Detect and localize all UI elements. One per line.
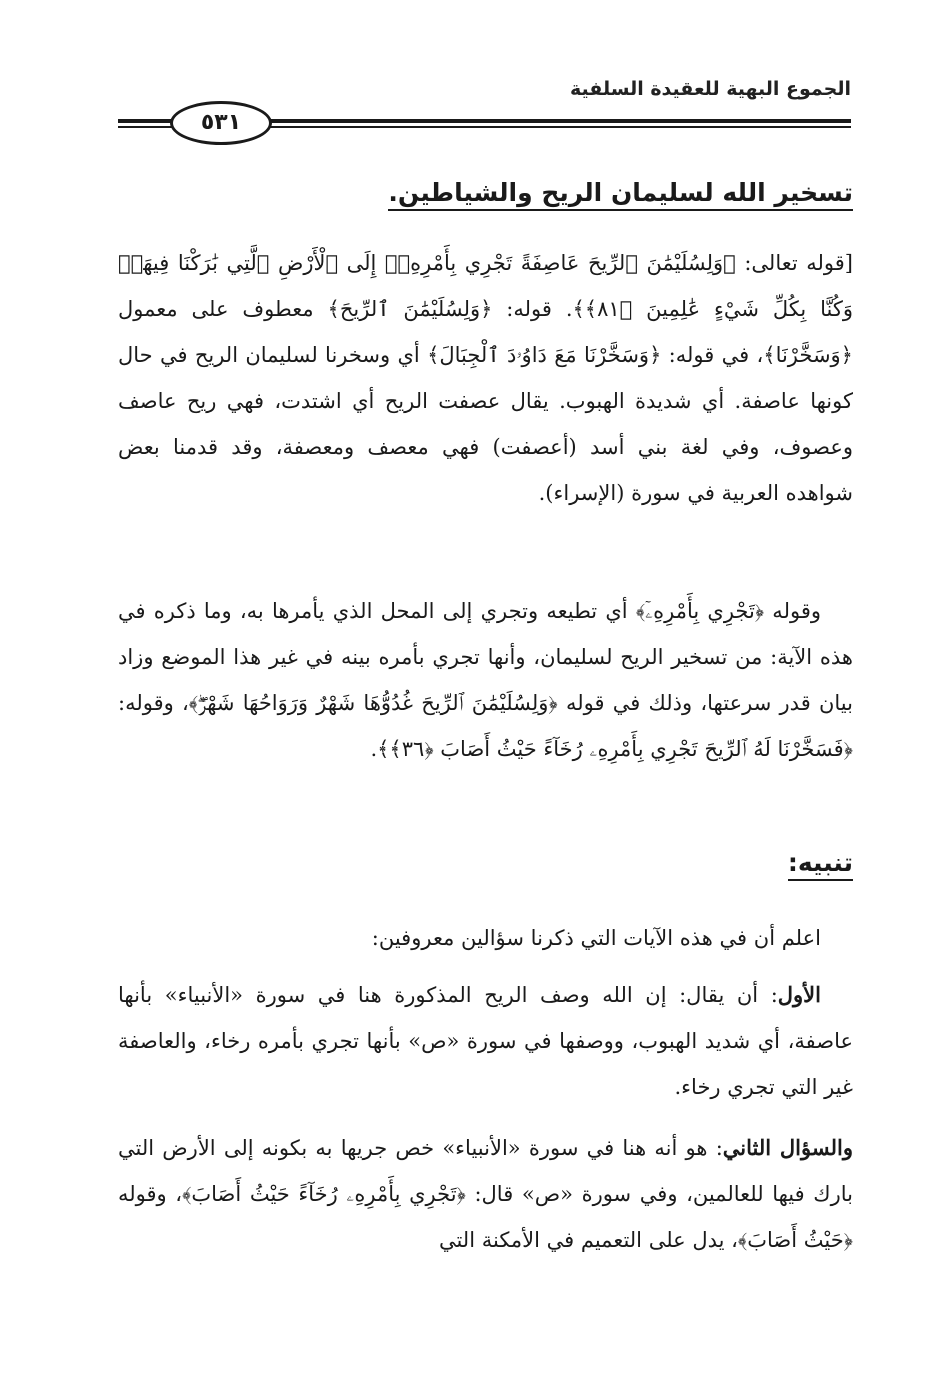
body-paragraph-2 xyxy=(118,588,853,772)
tanbih-heading: تنبيه: xyxy=(788,848,853,881)
paragraph-text: [قوله تعالى: ﴿وَلِسُلَيْمَٰنَ ٱلرِّيحَ عَاصِفَةً تَجْرِي بِأَمْرِهِۦٓ إِلَى ٱلْأَرْضِ ٱلَّتِي بَٰرَكْنَا فِيهَاۚ وَكُنَّا بِكُلِّ شَيْءٍ عَٰلِمِينَ ﴿٨١﴾﴾. قوله: ﴿وَلِسُلَيْمَٰنَ ٱلرِّيحَ﴾ معطوف على معمول ﴿وَسَخَّرْنَا﴾، في قوله: ﴿وَسَخَّرْنَا مَعَ دَاوُۥدَ ٱلْجِبَالَ﴾ أي وسخرنا لسليمان الريح في حال كونها عاصفة. أي شديدة الهبوب. يقال عصفت الريح أي اشتدت، فهي ريح عاصف وعصوف، وفي لغة بني أسد (أعصفت) فهي معصف ومعصفة، وقد قدمنا بعض شواهده العربية في سورة (الإسراء). xyxy=(118,251,853,505)
tanbih-paragraph-3 xyxy=(118,1125,853,1263)
paragraph-text: وقوله ﴿تَجْرِي بِأَمْرِهِۦٓ﴾ أي تطيعه وتجري إلى المحل الذي يأمرها به، وما ذكره في هذه الآية: من تسخير الريح لسليمان، وأنها تجري بأمره بينه في غير هذا الموضع وزاد بيان قدر سرعتها، وذلك في قوله ﴿وَلِسُلَيْمَٰنَ ٱلرِّيحَ غُدُوُّهَا شَهْرٌ وَرَوَاحُهَا شَهْرٌۖ﴾، وقوله: ﴿فَسَخَّرْنَا لَهُ ٱلرِّيحَ تَجْرِي بِأَمْرِهِۦ رُخَآءً حَيْثُ أَصَابَ ﴿٣٦﴾﴾. xyxy=(118,599,853,761)
paragraph-lead: والسؤال الثاني xyxy=(722,1135,853,1160)
body-paragraph-1 xyxy=(118,240,853,516)
running-header-title: الجموع البهية للعقيدة السلفية xyxy=(570,78,851,100)
tanbih-paragraph-1 xyxy=(118,915,853,961)
paragraph-text: : هو أنه هنا في سورة «الأنبياء» خص جريها به بكونه إلى الأرض التي بارك فيها للعالمين، وفي سورة «ص» قال: ﴿تَجْرِي بِأَمْرِهِۦ رُخَآءً حَيْثُ أَصَابَ﴾، وقوله ﴿حَيْثُ أَصَابَ﴾، يدل على التعميم في الأمكنة التي xyxy=(118,1136,853,1252)
section-title: تسخير الله لسليمان الريح والشياطين. xyxy=(388,178,853,211)
page-number-badge: ٥٣١ xyxy=(170,101,272,145)
tanbih-paragraph-2 xyxy=(118,972,853,1110)
paragraph-text: : أن يقال: إن الله وصف الريح المذكورة هنا في سورة «الأنبياء» بأنها عاصفة، أي شديد الهبوب، ووصفها في سورة «ص» بأنها تجري بأمره رخاء، والعاصفة غير التي تجري رخاء. xyxy=(118,983,853,1099)
paragraph-lead: الأول xyxy=(777,982,821,1007)
paragraph-text: اعلم أن في هذه الآيات التي ذكرنا سؤالين معروفين: xyxy=(371,926,821,950)
